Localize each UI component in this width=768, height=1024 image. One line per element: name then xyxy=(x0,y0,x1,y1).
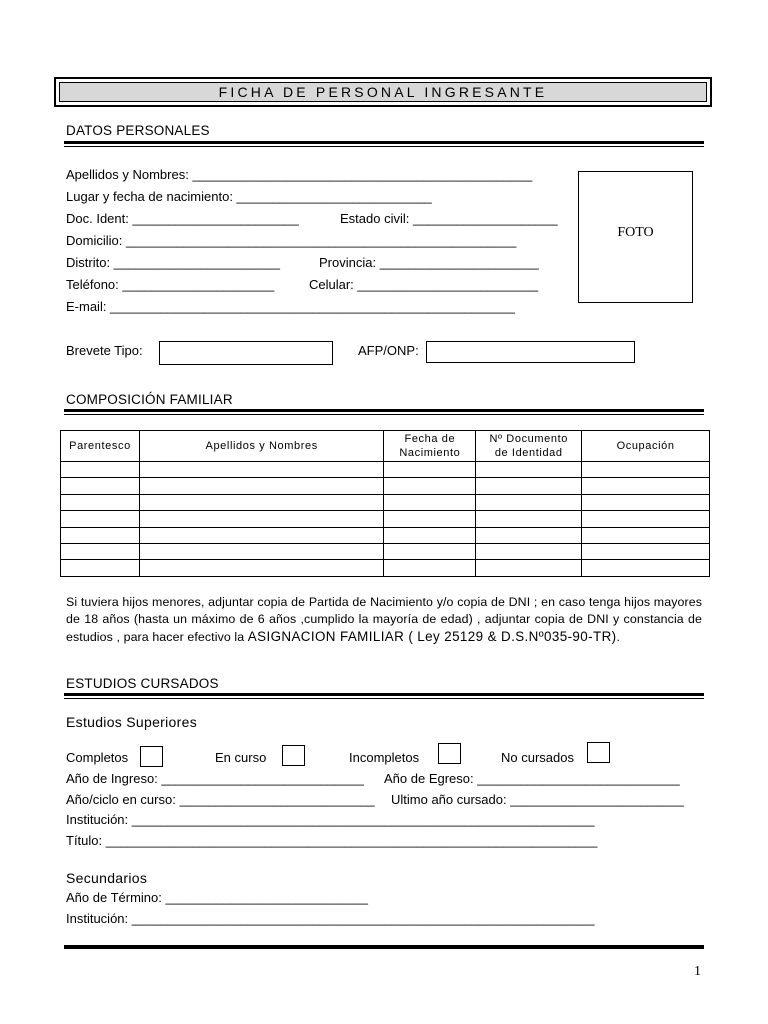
table-cell[interactable] xyxy=(582,560,710,576)
table-row xyxy=(61,478,710,494)
col-fecha: Fecha de Nacimiento xyxy=(384,431,476,462)
table-cell[interactable] xyxy=(61,543,140,559)
col-apellidos: Apellidos y Nombres xyxy=(139,431,383,462)
table-cell[interactable] xyxy=(582,478,710,494)
lugar-fecha-field[interactable]: Lugar y fecha de nacimiento: ___________________________ xyxy=(66,189,432,204)
email-field[interactable]: E-mail: ________________________________________________________ xyxy=(66,299,515,314)
table-cell[interactable] xyxy=(61,462,140,478)
photo-label: FOTO xyxy=(617,225,654,240)
table-cell[interactable] xyxy=(384,560,476,576)
table-cell[interactable] xyxy=(384,462,476,478)
section-rule xyxy=(64,141,704,144)
no-cursados-label: No cursados xyxy=(501,750,574,765)
table-cell[interactable] xyxy=(476,543,582,559)
table-row xyxy=(61,560,710,576)
anio-ciclo-field[interactable]: Año/ciclo en curso: ___________________________ xyxy=(66,792,375,807)
titulo-field[interactable]: Título: ____________________________________________________________________ xyxy=(66,833,598,848)
section-rule xyxy=(64,409,704,412)
institucion-secundaria-field[interactable]: Institución: ________________________________________________________________ xyxy=(66,911,595,926)
subheading-secundarios: Secundarios xyxy=(66,870,148,886)
apellidos-field[interactable]: Apellidos y Nombres: _______________________________________________ xyxy=(66,167,533,182)
table-cell[interactable] xyxy=(384,494,476,510)
table-cell[interactable] xyxy=(139,478,383,494)
family-table xyxy=(60,430,710,577)
table-cell[interactable] xyxy=(582,462,710,478)
photo-box[interactable] xyxy=(578,171,693,303)
domicilio-field[interactable]: Domicilio: ______________________________________________________ xyxy=(66,233,517,248)
title-box xyxy=(54,77,712,107)
afp-label: AFP/ONP: xyxy=(358,343,419,358)
table-cell[interactable] xyxy=(61,494,140,510)
table-cell[interactable] xyxy=(61,478,140,494)
table-cell[interactable] xyxy=(384,527,476,543)
table-cell[interactable] xyxy=(384,511,476,527)
table-cell[interactable] xyxy=(582,494,710,510)
en-curso-label: En curso xyxy=(215,750,267,765)
section-rule xyxy=(64,693,704,696)
anio-egreso-field[interactable]: Año de Egreso: ____________________________ xyxy=(384,771,680,786)
table-row xyxy=(61,511,710,527)
col-parentesco: Parentesco xyxy=(61,431,140,462)
table-cell[interactable] xyxy=(139,560,383,576)
table-header-row xyxy=(61,431,710,462)
table-cell[interactable] xyxy=(476,511,582,527)
completos-label: Completos xyxy=(66,750,129,765)
table-cell[interactable] xyxy=(139,527,383,543)
completos-checkbox[interactable] xyxy=(140,746,163,767)
section-heading-composicion: COMPOSICIÓN FAMILIAR xyxy=(66,392,233,407)
incompletos-label: Incompletos xyxy=(349,750,420,765)
section-heading-datos: DATOS PERSONALES xyxy=(66,123,210,138)
col-ocupacion: Ocupación xyxy=(582,431,710,462)
table-cell[interactable] xyxy=(139,511,383,527)
table-cell[interactable] xyxy=(476,478,582,494)
anio-termino-field[interactable]: Año de Término: ____________________________ xyxy=(66,890,368,905)
table-cell[interactable] xyxy=(476,494,582,510)
incompletos-checkbox[interactable] xyxy=(438,743,461,764)
table-row xyxy=(61,543,710,559)
institucion-field[interactable]: Institución: ________________________________________________________________ xyxy=(66,812,595,827)
table-cell[interactable] xyxy=(582,511,710,527)
table-cell[interactable] xyxy=(476,462,582,478)
table-cell[interactable] xyxy=(582,527,710,543)
table-cell[interactable] xyxy=(476,527,582,543)
celular-field[interactable]: Celular: _________________________ xyxy=(309,277,539,292)
subheading-superiores: Estudios Superiores xyxy=(66,714,197,730)
table-cell[interactable] xyxy=(476,560,582,576)
section-heading-estudios: ESTUDIOS CURSADOS xyxy=(66,676,219,691)
table-cell[interactable] xyxy=(384,478,476,494)
table-cell[interactable] xyxy=(384,543,476,559)
anio-ingreso-field[interactable]: Año de Ingreso: ____________________________ xyxy=(66,771,364,786)
ultimo-anio-field[interactable]: Ultimo año cursado: ________________________ xyxy=(391,792,684,807)
table-cell[interactable] xyxy=(139,543,383,559)
table-cell[interactable] xyxy=(61,560,140,576)
brevete-label: Brevete Tipo: xyxy=(66,343,143,358)
table-cell[interactable] xyxy=(139,462,383,478)
estado-civil-field[interactable]: Estado civil: ____________________ xyxy=(340,211,558,226)
table-row xyxy=(61,494,710,510)
no-cursados-checkbox[interactable] xyxy=(587,742,610,763)
table-cell[interactable] xyxy=(61,511,140,527)
note-emphasis: ASIGNACION FAMILIAR ( Ley 25129 & D.S.Nº035-90-TR) xyxy=(247,629,617,644)
table-cell[interactable] xyxy=(61,527,140,543)
bottom-rule xyxy=(64,945,704,949)
provincia-field[interactable]: Provincia: ______________________ xyxy=(319,255,539,270)
doc-ident-field[interactable]: Doc. Ident: _______________________ xyxy=(66,211,299,226)
table-row xyxy=(61,462,710,478)
telefono-field[interactable]: Teléfono: _____________________ xyxy=(66,277,275,292)
page-number: 1 xyxy=(694,964,701,979)
table-row xyxy=(61,527,710,543)
en-curso-checkbox[interactable] xyxy=(282,745,305,766)
note-paragraph: Si tuviera hijos menores, adjuntar copia de Partida de Nacimiento y/o copia de DNI ; en caso tenga hijos mayores de 18 años (hasta un máximo de 6 años ,cumplido la mayoría de edad) , adjuntar copia de DNI y constancia de estudios , para hacer efectivo la ASIGNACION FAMILIAR ( Ley 25129 & D.S.Nº035-90-TR). xyxy=(66,595,702,644)
col-documento: Nº Documento de Identidad xyxy=(476,431,582,462)
page-title: FICHA DE PERSONAL INGRESANTE xyxy=(59,82,707,102)
distrito-field[interactable]: Distrito: _______________________ xyxy=(66,255,280,270)
afp-input[interactable] xyxy=(426,341,635,363)
table-cell[interactable] xyxy=(139,494,383,510)
table-cell[interactable] xyxy=(582,543,710,559)
brevete-input[interactable] xyxy=(159,341,333,365)
